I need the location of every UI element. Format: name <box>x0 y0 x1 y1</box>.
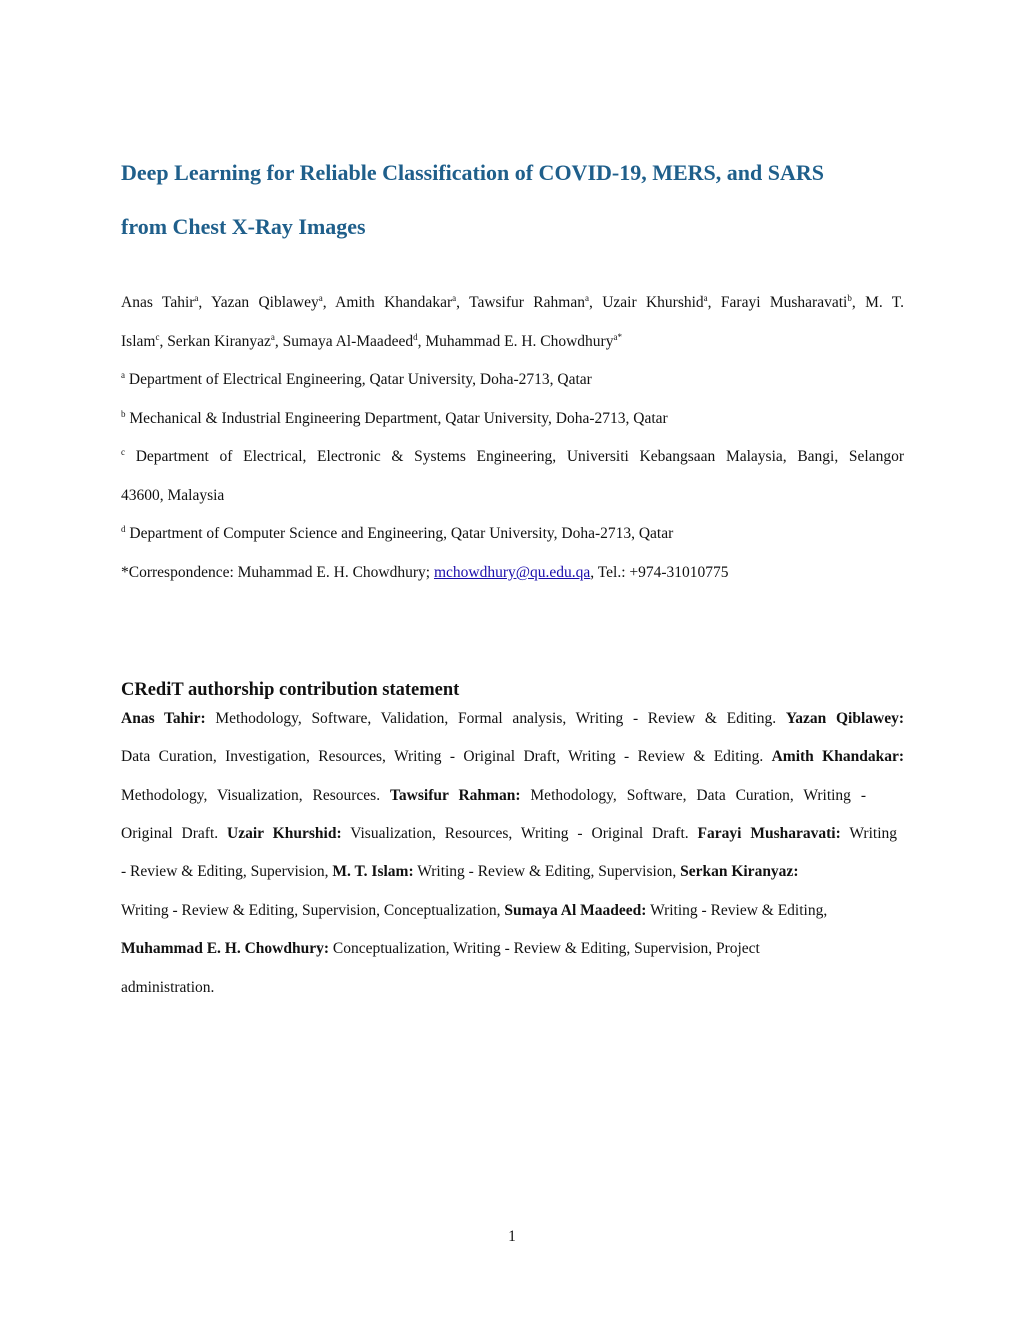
credit-heading: CRediT authorship contribution statement <box>121 680 460 700</box>
contributor-name: Serkan Kiranyaz: <box>680 863 799 880</box>
affiliation-mark: a <box>270 331 275 342</box>
author-name: Serkan Kiranyaz <box>167 333 271 350</box>
correspondence-suffix: , Tel.: +974-31010775 <box>590 564 729 581</box>
contribution-text: Methodology, Software, Validation, Formal analysis, Writing - Review & Editing. <box>205 710 786 727</box>
affiliation-mark: d <box>413 331 418 342</box>
author-name-part: M. T. <box>865 294 905 311</box>
author-name: Uzair Khurshid <box>602 294 704 311</box>
affiliation-c-continued: 43600, Malaysia <box>121 487 225 504</box>
credit-line-7 <box>121 940 760 958</box>
contributor-name: Yazan Qiblawey: <box>785 710 905 727</box>
affiliation-mark: c <box>155 331 160 342</box>
affiliation-c <box>121 448 904 466</box>
affiliation-text: Department of Electrical, Electronic & Systems Engineering, Universiti Kebangsaan Malaysia, Bangi, Selangor <box>135 448 905 465</box>
affiliation-mark: c <box>121 446 125 457</box>
affiliation-mark: a <box>703 292 708 303</box>
paper-title-line-1: Deep Learning for Reliable Classification of COVID-19, MERS, and SARS <box>121 160 825 185</box>
affiliation-mark: a <box>584 292 589 303</box>
contribution-text: Writing <box>840 825 897 842</box>
contributor-name: Uzair Khurshid: <box>227 825 342 842</box>
author-name: Farayi Musharavati <box>720 294 848 311</box>
contribution-text: Methodology, Software, Data Curation, Writing - <box>520 787 866 804</box>
correspondence-line <box>121 564 729 582</box>
contribution-text: Methodology, Visualization, Resources. <box>121 787 390 804</box>
correspondence-prefix: *Correspondence: Muhammad E. H. Chowdhury; <box>121 564 434 581</box>
contributor-name: Farayi Musharavati: <box>697 825 841 842</box>
credit-line-1 <box>121 710 904 728</box>
contributor-name: Tawsifur Rahman: <box>390 787 521 804</box>
contribution-text: Visualization, Resources, Writing - Original Draft. <box>341 825 698 842</box>
contributor-name: Anas Tahir: <box>121 710 206 727</box>
contributor-name: Sumaya Al Maadeed: <box>504 902 647 919</box>
affiliation-mark: a <box>121 369 125 380</box>
author-list-line-1: Anas Tahir$^a$, Yazan Qiblawey$^a$, Amith Khandakar$^a$, Tawsifur Rahman$^a$, Uzair Khurshid$^a$, Farayi Musharavati$^b$, M. T. <box>121 292 905 311</box>
affiliation-text: Department of Computer Science and Engineering, Qatar University, Doha-2713, Qatar <box>129 525 674 542</box>
affiliation-mark: b <box>121 408 126 419</box>
credit-line-2 <box>121 748 904 766</box>
credit-line-4 <box>121 825 897 843</box>
contribution-text: Data Curation, Investigation, Resources, Writing - Original Draft, Writing - Review & Editing. <box>121 748 772 765</box>
affiliation-text: Mechanical & Industrial Engineering Department, Qatar University, Doha-2713, Qatar <box>129 410 668 427</box>
affiliation-mark: b <box>847 292 852 303</box>
author-name: Yazan Qiblawey <box>211 294 319 311</box>
email-link[interactable]: mchowdhury@qu.edu.qa <box>433 564 591 581</box>
contribution-text: Writing - Review & Editing, Supervision, Conceptualization, <box>121 902 505 919</box>
author-name: Anas Tahir <box>121 294 195 311</box>
affiliation-a <box>121 371 592 389</box>
affiliation-mark: a <box>452 292 457 303</box>
contribution-text: Conceptualization, Writing - Review & Editing, Supervision, Project <box>329 940 760 957</box>
author-name: Tawsifur Rahman <box>469 294 585 311</box>
contributor-name: Amith Khandakar: <box>771 748 904 765</box>
affiliation-b <box>121 410 668 428</box>
credit-line-3 <box>121 787 866 805</box>
affiliation-mark: a <box>194 292 199 303</box>
author-list-line-2: Islam$^c$, Serkan Kiranyaz$^a$, Sumaya Al-Maadeed$^d$, Muhammad E. H. Chowdhury$^{a*}$ <box>121 331 622 350</box>
contributor-name: M. T. Islam: <box>332 863 414 880</box>
paper-title-line-2: from Chest X-Ray Images <box>121 214 366 239</box>
author-name: Muhammad E. H. Chowdhury <box>425 333 614 350</box>
author-name-part: Islam <box>121 333 156 350</box>
contribution-text: Writing - Review & Editing, <box>646 902 828 919</box>
credit-line-8 <box>121 979 214 997</box>
contribution-text: Original Draft. <box>121 825 228 842</box>
affiliation-mark: d <box>121 523 126 534</box>
author-name: Amith Khandakar <box>335 294 453 311</box>
affiliation-mark: a <box>318 292 323 303</box>
affiliation-d <box>121 525 673 543</box>
author-name: Sumaya Al-Maadeed <box>282 333 414 350</box>
contributor-name: Muhammad E. H. Chowdhury: <box>121 940 329 957</box>
affiliation-text: Department of Electrical Engineering, Qatar University, Doha-2713, Qatar <box>128 371 592 388</box>
credit-line-5 <box>121 863 798 881</box>
contribution-text: Writing - Review & Editing, Supervision, <box>413 863 681 880</box>
affiliation-mark: a* <box>613 331 622 342</box>
page-number: 1 <box>508 1228 516 1245</box>
contribution-text: administration. <box>121 979 215 996</box>
contribution-text: - Review & Editing, Supervision, <box>121 863 333 880</box>
credit-line-6 <box>121 902 827 920</box>
